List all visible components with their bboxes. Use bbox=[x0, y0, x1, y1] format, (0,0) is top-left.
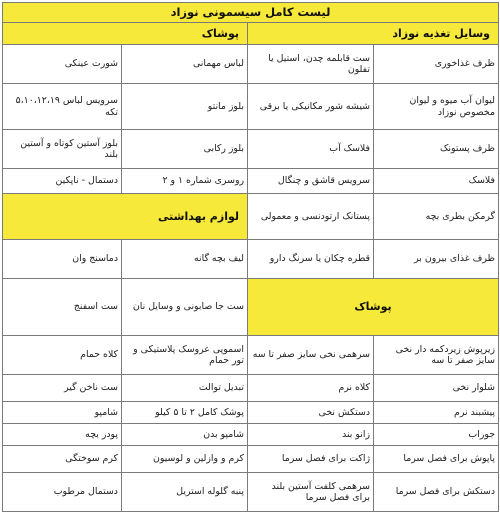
table-cell: دستمال مرطوب bbox=[3, 473, 122, 512]
table-cell: زانو بند bbox=[248, 424, 374, 446]
section-header-clothing-2: پوشاک bbox=[248, 279, 499, 336]
section-header-feeding: وسایل تغذیه نوزاد bbox=[248, 23, 499, 45]
table-cell: بلوز مانتو bbox=[122, 84, 248, 130]
table-cell: زیرپوش زیردکمه دار نخی سایز صفر تا سه bbox=[374, 336, 499, 375]
baby-checklist-table bbox=[2, 2, 498, 526]
table-cell: گرمکن بطری بچه bbox=[374, 194, 499, 240]
table-cell: دستکش برای فصل سرما bbox=[374, 473, 499, 512]
table-cell: پنبه گلوله استریل bbox=[122, 473, 248, 512]
table-cell: ست جا صابونی و وسایل نان bbox=[122, 279, 248, 336]
table-cell: کرم و وازلین و لوسیون bbox=[122, 446, 248, 473]
table-cell: کرم سوختگی bbox=[3, 446, 122, 473]
table-cell: لیف بچه گانه bbox=[122, 240, 248, 279]
table-cell: جوراب bbox=[374, 424, 499, 446]
table-cell: بلوز رکابی bbox=[122, 130, 248, 169]
table-cell: ست قابلمه چدن، استیل یا تفلون bbox=[248, 45, 374, 84]
table-cell: پوشک کامل ۲ تا ۵ کیلو bbox=[122, 402, 248, 424]
table-cell: فلاسک bbox=[374, 169, 499, 194]
table-cell: ست ناخن گیر bbox=[3, 375, 122, 402]
section-header-hygiene: لوازم بهداشتی bbox=[3, 194, 248, 240]
table-cell: سرویس قاشق و چنگال bbox=[248, 169, 374, 194]
table-cell: سرویس لباس ۵،۱۰،۱۲،۱۹ تکه bbox=[3, 84, 122, 130]
page-title: لیست کامل سیسمونی نوزاد bbox=[3, 3, 499, 23]
table-cell: لباس مهمانی bbox=[122, 45, 248, 84]
table-cell: دستکش نخی bbox=[248, 402, 374, 424]
table-cell: بلوز آستین کوتاه و آستین بلند bbox=[3, 130, 122, 169]
table-cell: کلاه نرم bbox=[248, 375, 374, 402]
table-cell: پستانک ارتودنسی و معمولی bbox=[248, 194, 374, 240]
table-cell: شورت عینکی bbox=[3, 45, 122, 84]
table-cell: قطره چکان یا سرنگ دارو bbox=[248, 240, 374, 279]
table-cell: تبدیل توالت bbox=[122, 375, 248, 402]
table-cell: شامپو bbox=[3, 402, 122, 424]
table-cell: ظرف غذای بیرون بر bbox=[374, 240, 499, 279]
table-cell: فلاسک آب bbox=[248, 130, 374, 169]
section-header-clothing: پوشاک bbox=[3, 23, 248, 45]
table-cell: ژاکت برای فصل سرما bbox=[248, 446, 374, 473]
table-cell: ظرف غذاخوری bbox=[374, 45, 499, 84]
table-cell: دماسنج وان bbox=[3, 240, 122, 279]
table-cell: شامپو بدن bbox=[122, 424, 248, 446]
table-cell: ست اسفنج bbox=[3, 279, 122, 336]
table-cell: پیشبند نرم bbox=[374, 402, 499, 424]
table-cell: روسری شماره ۱ و ۲ bbox=[122, 169, 248, 194]
table-cell: سرهمی کلفت آستین بلند برای فصل سرما bbox=[248, 473, 374, 512]
table-cell: شیشه شور مکانیکی یا برقی bbox=[248, 84, 374, 130]
table-cell: ظرف پستونک bbox=[374, 130, 499, 169]
table-cell: اسموپی عروسک پلاستیکی و تور حمام bbox=[122, 336, 248, 375]
table-cell: پودر بچه bbox=[3, 424, 122, 446]
table-cell: پاپوش برای فصل سرما bbox=[374, 446, 499, 473]
table-cell: لیوان آب میوه و لیوان مخصوص نوزاد bbox=[374, 84, 499, 130]
table-cell: شلوار نخی bbox=[374, 375, 499, 402]
table-cell: دستمال - ناپکین bbox=[3, 169, 122, 194]
table-cell: کلاه حمام bbox=[3, 336, 122, 375]
table-cell: سرهمی نخی سایز صفر تا سه bbox=[248, 336, 374, 375]
